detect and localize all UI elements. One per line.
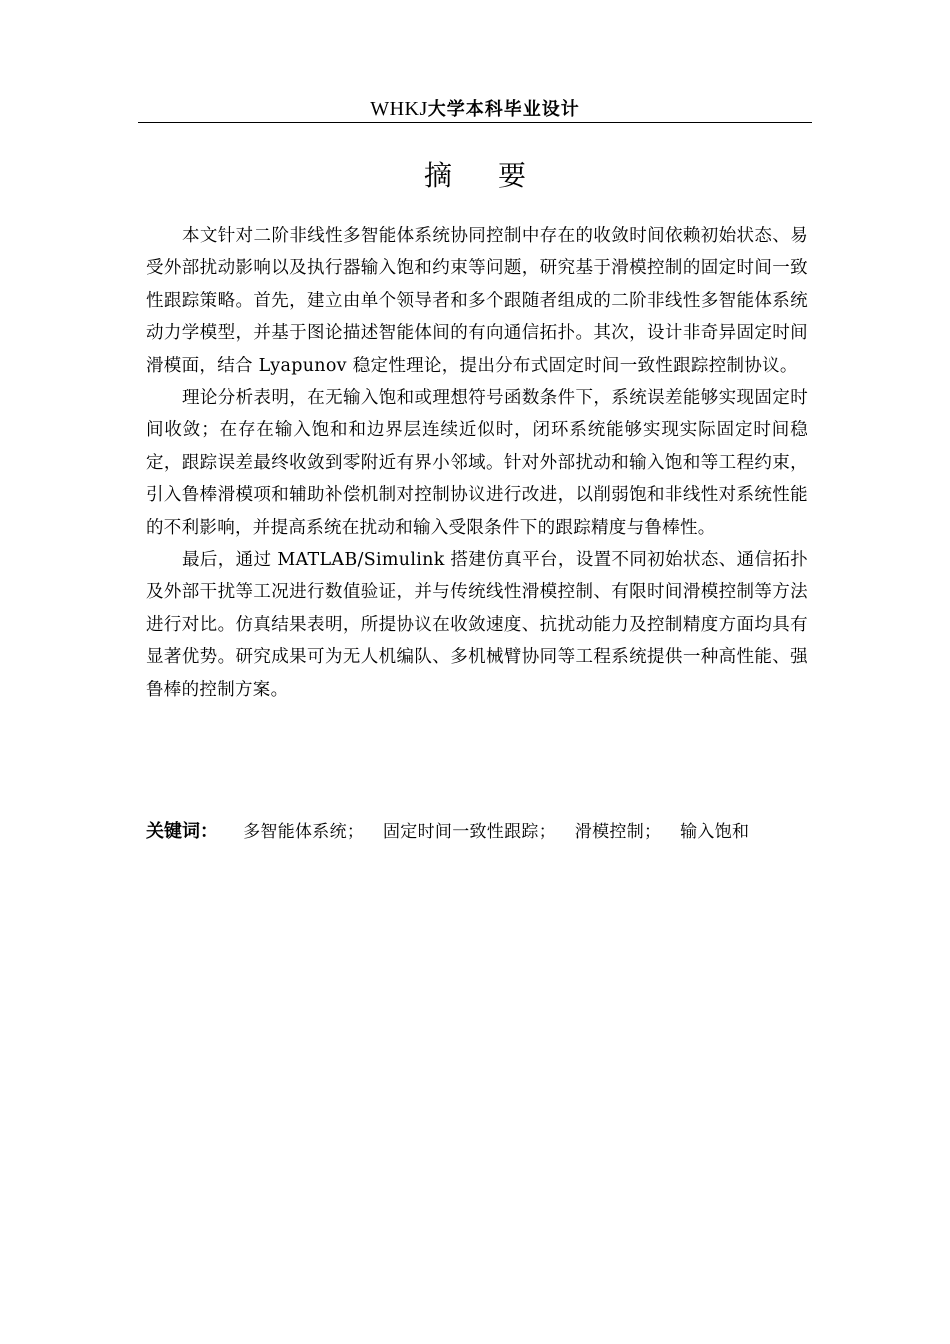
- keyword-item: 多智能体系统: [243, 822, 347, 842]
- abstract-paragraph-2: 理论分析表明，在无输入饱和或理想符号函数条件下，系统误差能够实现固定时间收敛；在存在输入饱和和边界层连续近似时，闭环系统能够实现实际固定时间稳定，跟踪误差最终收敛到零附近有界小邻域。针对外部扰动和输入饱和等工程约束，引入鲁棒滑模项和辅助补偿机制对控制协议进行改进，以削弱饱和非线性对系统性能的不利影响，并提高系统在扰动和输入受限条件下的跟踪精度与鲁棒性。: [146, 388, 808, 538]
- abstract-paragraph-3: 最后，通过 MATLAB/Simulink 搭建仿真平台，设置不同初始状态、通信拓扑及外部干扰等工况进行数值验证，并与传统线性滑模控制、有限时间滑模控制等方法进行对比。仿真结果表明，所提协议在收敛速度、抗扰动能力及控制精度方面均具有显著优势。研究成果可为无人机编队、多机械臂协同等工程系统提供一种高性能、强鲁棒的控制方案。: [146, 550, 808, 700]
- keywords-label: 关键词：: [146, 821, 218, 842]
- abstract-body: [146, 220, 808, 706]
- keyword-separator: ；: [346, 822, 364, 842]
- running-header: [138, 96, 812, 122]
- keyword-item: 固定时间一致性跟踪: [383, 822, 539, 842]
- keyword-separator: ；: [538, 822, 556, 842]
- keyword-item: 输入饱和: [680, 822, 750, 842]
- abstract-title: 摘要: [423, 159, 572, 192]
- keywords-line: [146, 816, 808, 848]
- header-school: WHKJ: [370, 98, 428, 120]
- header-thesis-label: 大学本科毕业设计: [427, 99, 580, 120]
- keyword-separator: ；: [644, 822, 661, 842]
- abstract-paragraph-1: 本文针对二阶非线性多智能体系统协同控制中存在的收敛时间依赖初始状态、易受外部扰动影响以及执行器输入饱和约束等问题，研究基于滑模控制的固定时间一致性跟踪策略。首先，建立由单个领导者和多个跟随者组成的二阶非线性多智能体系统动力学模型，并基于图论描述智能体间的有向通信拓扑。其次，设计非奇异固定时间滑模面，结合 Lyapunov 稳定性理论，提出分布式固定时间一致性跟踪控制协议。: [146, 226, 808, 376]
- keyword-item: 滑模控制: [574, 822, 644, 842]
- header-rule: [138, 122, 812, 123]
